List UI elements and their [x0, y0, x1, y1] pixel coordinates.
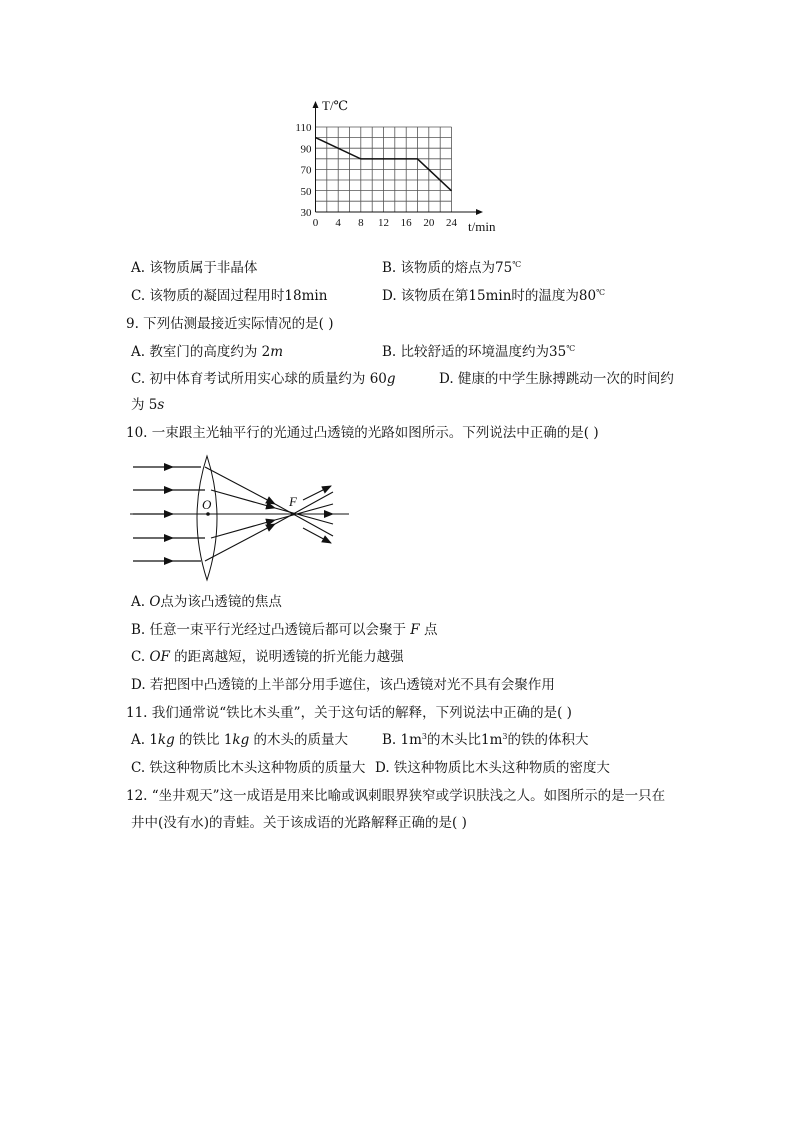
q9-option-b[interactable]: B. 比较舒适的环境温度约为35℃: [382, 344, 576, 360]
label-o: O: [202, 497, 212, 512]
q10-option-b[interactable]: B. 任意一束平行光经过凸透镜后都可以会聚于 F 点: [131, 622, 438, 638]
x-axis-label: t/min: [468, 219, 496, 234]
q9-stem: 9. 下列估测最接近实际情况的是( ): [126, 316, 334, 332]
q9-option-d[interactable]: D. 健康的中学生脉搏跳动一次的时间约: [439, 371, 674, 387]
q10-option-d[interactable]: D. 若把图中凸透镜的上半部分用手遮住，该凸透镜对光不具有会聚作用: [131, 677, 555, 693]
q10-option-c[interactable]: C. OF 的距离越短，说明透镜的折光能力越强: [131, 649, 404, 665]
x-tick-label: 20: [423, 217, 435, 229]
q9-option-a[interactable]: A. 教室门的高度约为 2m: [131, 344, 284, 360]
x-tick-labels: [313, 217, 458, 229]
x-tick-label: 16: [400, 217, 412, 229]
q12-stem-line1: 12. “坐井观天”这一成语是用来比喻或讽刺眼界狭窄或学识肤浅之人。如图所示的是一只在: [126, 788, 666, 804]
q8-option-a[interactable]: A. 该物质属于非晶体: [131, 260, 258, 276]
q11-option-a[interactable]: A. 1kg 的铁比 1kg 的木头的质量大: [131, 732, 349, 748]
temperature-time-graph: [0, 0, 794, 240]
x-tick-label: 0: [312, 217, 319, 229]
convex-lens-diagram: [125, 452, 355, 582]
y-tick-label: 110: [295, 122, 312, 134]
y-tick-label: 30: [300, 207, 312, 219]
q9-option-d-continued: 为 5s: [131, 397, 165, 413]
y-tick-label: 50: [300, 185, 312, 198]
y-tick-label: 70: [300, 164, 312, 177]
y-axis-label: T/℃: [322, 98, 349, 113]
q11-option-c[interactable]: C. 铁这种物质比木头这种物质的质量大: [131, 760, 366, 776]
q12-stem-line2: 井中(没有水)的青蛙。关于该成语的光路解释正确的是( ): [131, 815, 467, 831]
q11-option-b[interactable]: B. $1m^3$的木头比$1m^3$的铁的体积大: [382, 732, 589, 748]
q11-option-d[interactable]: D. 铁这种物质比木头这种物质的密度大: [375, 760, 610, 776]
y-tick-labels: [295, 122, 312, 219]
q8-option-c[interactable]: C. 该物质的凝固过程用时18min: [131, 288, 328, 304]
x-tick-label: 12: [378, 217, 389, 229]
y-axis-arrow: [313, 101, 319, 108]
graph-grid: [316, 127, 452, 212]
optical-center-point: [206, 512, 210, 516]
label-f: F: [289, 494, 297, 509]
x-tick-label: 4: [335, 217, 341, 229]
x-axis-arrow: [476, 209, 483, 215]
y-tick-label: 90: [300, 143, 312, 156]
q11-stem: 11. 我们通常说“铁比木头重”，关于这句话的解释，下列说法中正确的是( ): [126, 705, 572, 721]
q9-option-c[interactable]: C. 初中体育考试所用实心球的质量约为 60g: [131, 371, 396, 387]
x-tick-label: 24: [446, 217, 457, 229]
q10-option-a[interactable]: A. O点为该凸透镜的焦点: [131, 594, 282, 610]
x-tick-label: 8: [358, 217, 364, 229]
q10-stem: 10. 一束跟主光轴平行的光通过凸透镜的光路如图所示。下列说法中正确的是( ): [126, 425, 599, 441]
q8-option-b[interactable]: B. 该物质的熔点为75℃: [382, 260, 522, 276]
q8-option-d[interactable]: D. 该物质在第15min时的温度为80℃: [382, 288, 606, 304]
